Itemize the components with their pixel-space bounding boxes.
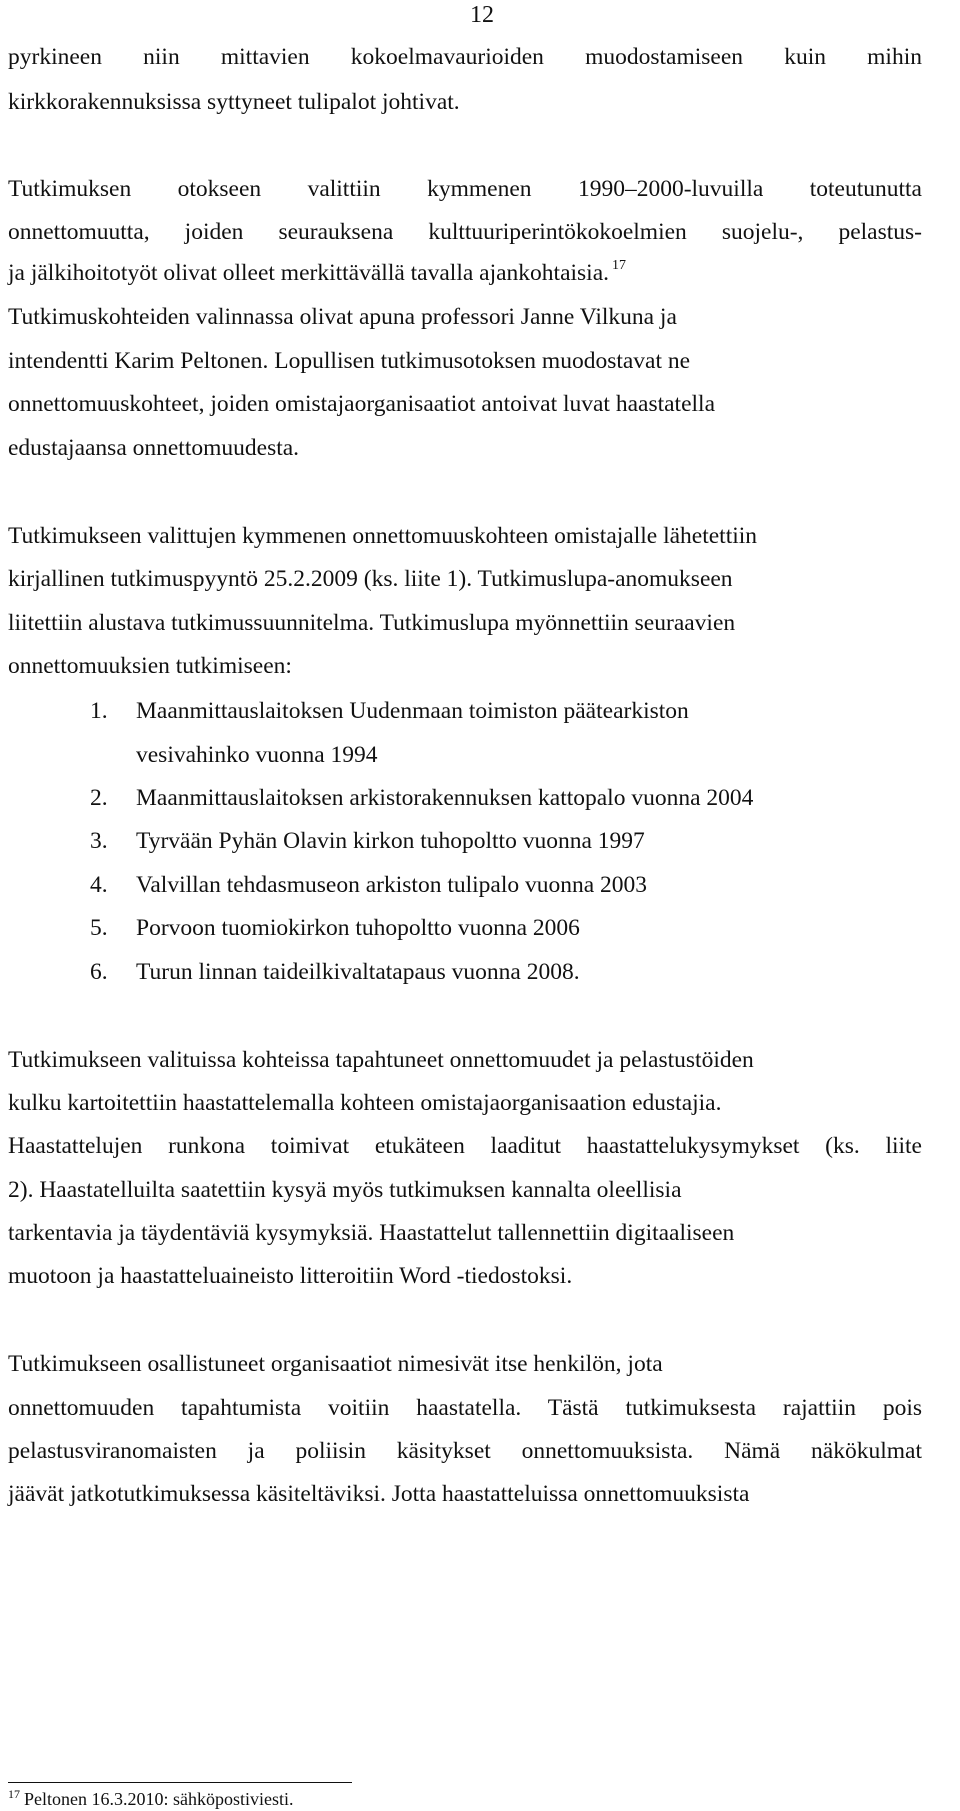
list-item-text: Maanmittauslaitoksen Uudenmaan toimiston päätearkiston [136, 698, 689, 724]
footnote-reference: 17 [612, 258, 627, 273]
paragraph-3-line-3: liitettiin alustava tutkimussuunnitelma. Tutkimuslupa myönnettiin seuraavien [8, 610, 736, 636]
paragraph-2-line-3-text: ja jälkihoitotyöt olivat olleet merkittävällä tavalla ajankohtaisia. [8, 260, 610, 286]
footnote-number: 17 [8, 1787, 20, 1801]
paragraph-5-line-3: pelastusviranomaisten ja poliisin käsitykset onnettomuuksista. Nämä näkökulmat [8, 1438, 922, 1464]
paragraph-5-line-1: Tutkimukseen osallistuneet organisaatiot nimesivät itse henkilön, jota [8, 1351, 663, 1377]
paragraph-2-line-2: onnettomuutta, joiden seurauksena kulttuuriperintökokoelmien suojelu-, pelastus- [8, 219, 922, 245]
list-item-number: 4. [90, 872, 108, 898]
paragraph-4-line-4: 2). Haastatelluilta saatettiin kysyä myös tutkimuksen kannalta oleellisia [8, 1177, 682, 1203]
list-item-number: 2. [90, 785, 108, 811]
page-number: 12 [470, 2, 494, 28]
list-item-number: 6. [90, 959, 108, 985]
paragraph-3-line-4: onnettomuuksien tutkimiseen: [8, 653, 292, 679]
footnote-separator [8, 1782, 352, 1783]
footnote-text: Peltonen 16.3.2010: sähköpostiviesti. [24, 1789, 294, 1809]
footnote [8, 1789, 294, 1811]
list-item-text: Porvoon tuomiokirkon tuhopoltto vuonna 2006 [136, 915, 580, 941]
paragraph-1-line-2: kirkkorakennuksissa syttyneet tulipalot johtivat. [8, 89, 460, 115]
list-item-number: 1. [90, 698, 108, 724]
list-item-text: Tyrvään Pyhän Olavin kirkon tuhopoltto vuonna 1997 [136, 828, 645, 854]
paragraph-2-line-6: onnettomuuskohteet, joiden omistajaorganisaatiot antoivat luvat haastatella [8, 391, 715, 417]
paragraph-4-line-3: Haastattelujen runkona toimivat etukäteen laaditut haastattelukysymykset (ks. liite [8, 1133, 922, 1159]
list-item-number: 5. [90, 915, 108, 941]
paragraph-3-line-1: Tutkimukseen valittujen kymmenen onnettomuuskohteen omistajalle lähetettiin [8, 523, 758, 549]
paragraph-2-line-4: Tutkimuskohteiden valinnassa olivat apuna professori Janne Vilkuna ja [8, 304, 677, 330]
list-item-number: 3. [90, 828, 108, 854]
paragraph-4-line-5: tarkentavia ja täydentäviä kysymyksiä. Haastattelut tallennettiin digitaaliseen [8, 1220, 735, 1246]
list-item-text-continued: vesivahinko vuonna 1994 [136, 742, 378, 768]
paragraph-2-line-1: Tutkimuksen otokseen valittiin kymmenen 1990–2000-luvuilla toteutunutta [8, 176, 922, 202]
paragraph-4-line-1: Tutkimukseen valituissa kohteissa tapahtuneet onnettomuudet ja pelastustöiden [8, 1047, 754, 1073]
paragraph-2-line-5: intendentti Karim Peltonen. Lopullisen tutkimusotoksen muodostavat ne [8, 348, 691, 374]
paragraph-2-line-7: edustajaansa onnettomuudesta. [8, 435, 300, 461]
list-item-text: Maanmittauslaitoksen arkistorakennuksen kattopalo vuonna 2004 [136, 785, 754, 811]
paragraph-4-line-6: muotoon ja haastatteluaineisto litteroitiin Word -tiedostoksi. [8, 1263, 573, 1289]
paragraph-5-line-4: jäävät jatkotutkimuksessa käsiteltäviksi. Jotta haastatteluissa onnettomuuksista [8, 1481, 750, 1507]
paragraph-5-line-2: onnettomuuden tapahtumista voitiin haastatella. Tästä tutkimuksesta rajattiin pois [8, 1395, 922, 1421]
list-item-text: Valvillan tehdasmuseon arkiston tulipalo vuonna 2003 [136, 872, 648, 898]
paragraph-1-line-1: pyrkineen niin mittavien kokoelmavaurioiden muodostamiseen kuin mihin [8, 44, 922, 70]
paragraph-3-line-2: kirjallinen tutkimuspyyntö 25.2.2009 (ks. liite 1). Tutkimuslupa-anomukseen [8, 566, 733, 592]
paragraph-2-line-3 [8, 258, 626, 292]
paragraph-4-line-2: kulku kartoitettiin haastattelemalla kohteen omistajaorganisaation edustajia. [8, 1090, 722, 1116]
list-item-text: Turun linnan taideilkivaltatapaus vuonna 2008. [136, 959, 580, 985]
